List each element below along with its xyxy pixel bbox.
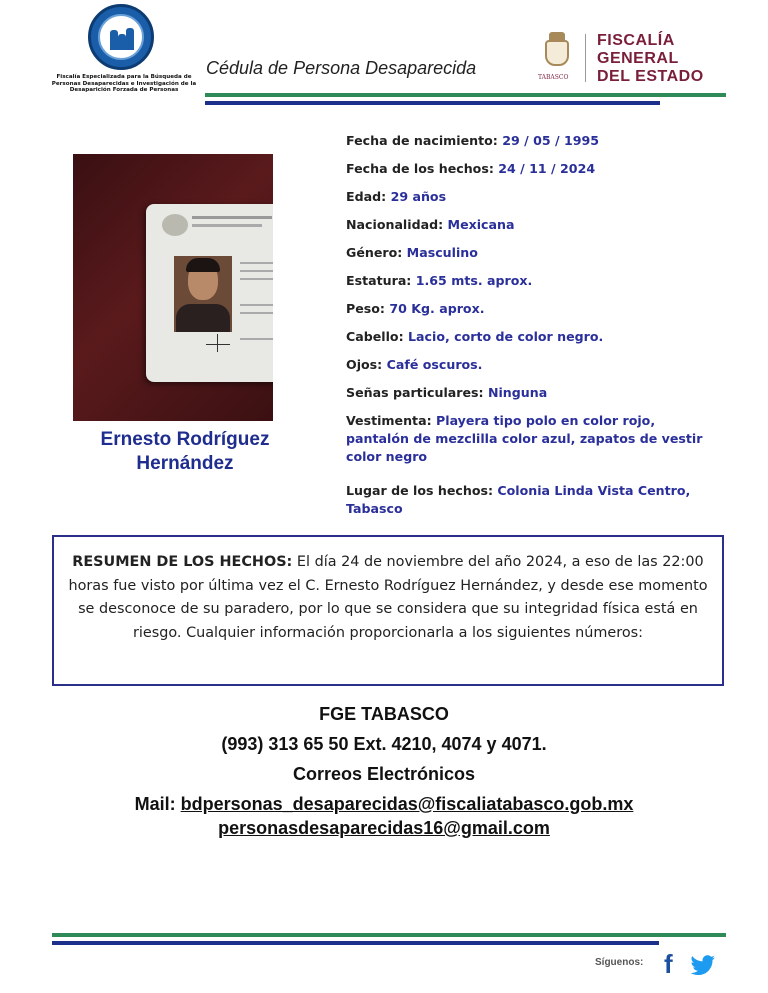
agency-name <box>597 32 704 86</box>
field-label: Fecha de los hechos: <box>346 161 499 176</box>
field-value: Colonia Linda Vista Centro, Tabasco <box>346 483 691 516</box>
person-name <box>73 428 297 476</box>
field-value: 29 años <box>390 189 447 204</box>
field-height <box>346 272 736 290</box>
field-eyes <box>346 356 736 374</box>
contact-org: FGE TABASCO <box>319 704 449 724</box>
header-green-rule <box>205 93 726 97</box>
field-value: Masculino <box>406 245 478 260</box>
field-value: 24 / 11 / 2024 <box>498 161 596 176</box>
field-label: Fecha de nacimiento: <box>346 133 503 148</box>
summary-text: El día 24 de noviembre del año 2024, a eso de las 22:00 horas fue visto por última vez el C. Ernesto Rodríguez Hernández, y desde ese momento se desconoce de su paradero, por lo que se considera que su integridad física está en riesgo. Cualquier información proporcionarla a los siguientes números: <box>68 554 708 641</box>
footer-green-rule <box>52 933 726 937</box>
field-marks <box>346 384 736 402</box>
email-heading: Correos Electrónicos <box>292 764 476 784</box>
field-label: Señas particulares: <box>346 385 488 400</box>
field-label: Ojos: <box>346 357 387 372</box>
twitter-icon[interactable] <box>690 955 716 975</box>
document-title: Cédula de Persona Desaparecida <box>206 58 477 78</box>
tabasco-seal-icon <box>541 32 573 80</box>
person-name-line-2: Hernández <box>136 453 234 474</box>
field-value: 29 / 05 / 1995 <box>502 133 600 148</box>
person-name-line-1: Ernesto Rodríguez <box>100 429 270 450</box>
agency-line-1: FISCALÍA <box>597 32 675 49</box>
field-value: Mexicana <box>447 217 515 232</box>
field-hair <box>346 328 736 346</box>
field-value: 70 Kg. aprox. <box>389 301 485 316</box>
footer-blue-rule <box>52 941 659 945</box>
field-label: Peso: <box>346 301 390 316</box>
field-value: Lacio, corto de color negro. <box>408 329 604 344</box>
facebook-icon[interactable]: f <box>664 949 673 979</box>
missing-person-photo <box>73 154 273 421</box>
fiscalia-especializada-logo <box>48 4 200 108</box>
field-event-date <box>346 160 736 178</box>
field-value: 1.65 mts. aprox. <box>415 273 533 288</box>
id-card-photo-icon <box>146 204 273 382</box>
summary-box <box>52 535 724 686</box>
header-divider <box>585 34 586 82</box>
field-label: Edad: <box>346 189 391 204</box>
summary-label: RESUMEN DE LOS HECHOS: <box>72 554 293 570</box>
contact-phone: (993) 313 65 50 Ext. 4210, 4074 y 4071. <box>221 734 547 754</box>
field-weight <box>346 300 736 318</box>
email-line-2 <box>0 818 768 839</box>
email-line-1 <box>0 794 768 815</box>
email-link-2[interactable]: personasdesaparecidas16@gmail.com <box>218 818 550 838</box>
field-birthdate <box>346 132 736 150</box>
field-label: Estatura: <box>346 273 416 288</box>
header-blue-rule <box>205 101 660 105</box>
field-gender <box>346 244 736 262</box>
field-age <box>346 188 736 206</box>
agency-line-2: GENERAL <box>597 50 679 67</box>
social-label: Síguenos: <box>595 957 644 968</box>
field-location <box>346 482 706 518</box>
people-emblem-icon <box>88 4 154 70</box>
field-label: Vestimenta: <box>346 413 437 428</box>
field-label: Género: <box>346 245 407 260</box>
field-label: Nacionalidad: <box>346 217 448 232</box>
field-clothing <box>346 412 716 466</box>
seal-caption: TABASCO <box>538 74 569 81</box>
field-label: Cabello: <box>346 329 409 344</box>
logo-caption: Fiscalía Especializada para la Búsqueda de Personas Desaparecidas e Investigación de la Desaparición Forzada de Personas <box>51 74 197 93</box>
field-value: Playera tipo polo en color rojo, pantalón de mezclilla color azul, zapatos de vestir color negro <box>346 413 703 464</box>
field-nationality <box>346 216 736 234</box>
field-value: Café oscuros. <box>386 357 483 372</box>
email-link-1[interactable]: bdpersonas_desaparecidas@fiscaliatabasco.gob.mx <box>180 794 634 814</box>
agency-line-3: DEL ESTADO <box>597 68 704 85</box>
mail-label: Mail: <box>134 794 181 814</box>
field-value: Ninguna <box>487 385 548 400</box>
field-label: Lugar de los hechos: <box>346 483 498 498</box>
